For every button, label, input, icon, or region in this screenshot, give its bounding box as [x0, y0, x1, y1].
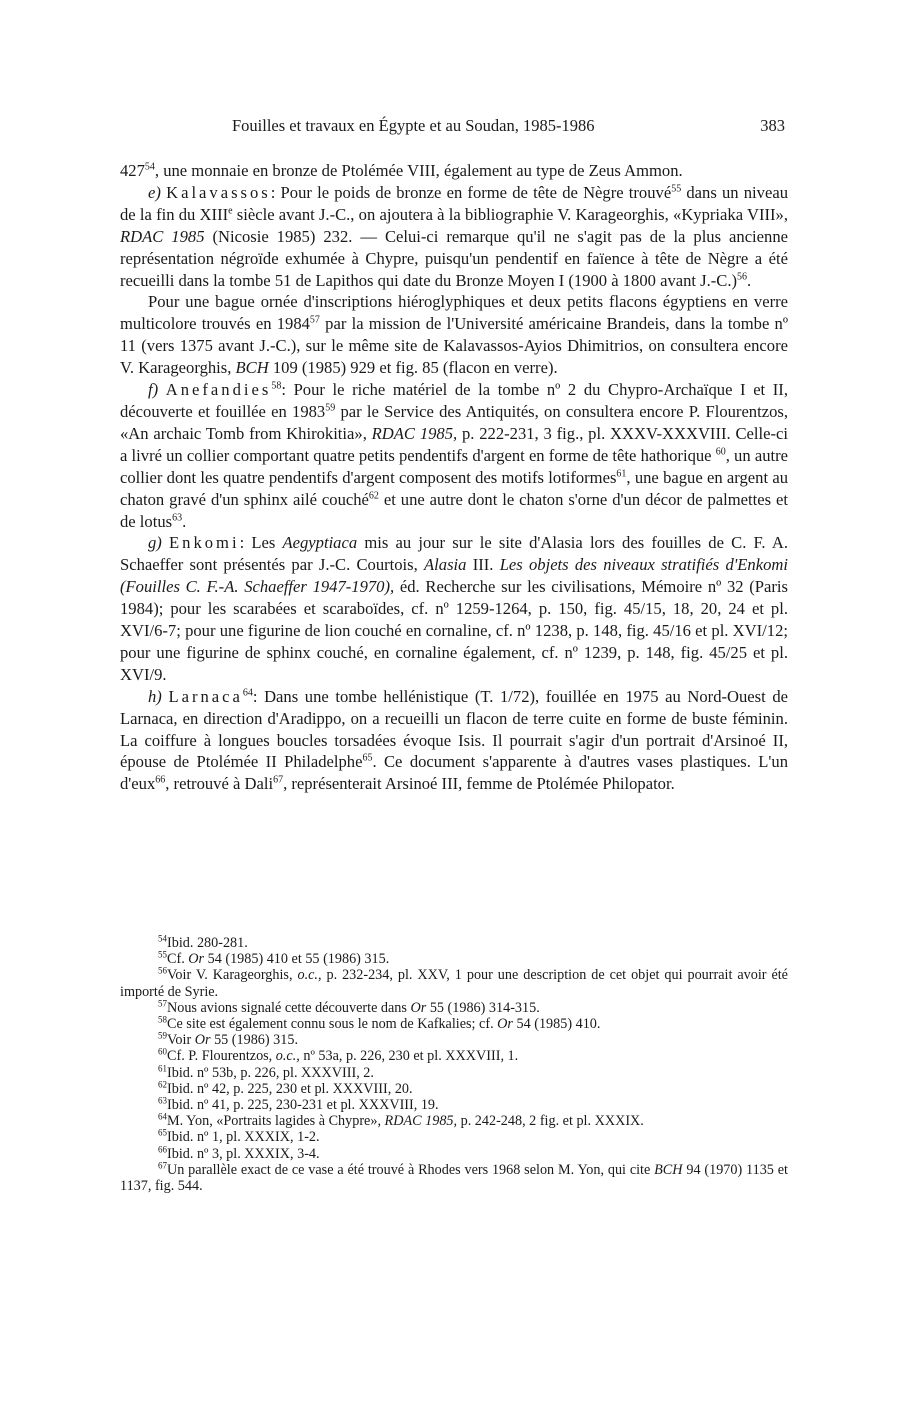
- footnote-number: 65: [158, 1127, 167, 1138]
- text: nº 53a, p. 226, 230 et pl. XXXVIII, 1.: [299, 1048, 519, 1065]
- text: : Pour le riche matériel de la tombe nº 2 du Chypro-Archaïque I et II, découverte et fouillée en 1983: [120, 380, 788, 421]
- footnote: [120, 1000, 788, 1016]
- footnote: [120, 1129, 788, 1145]
- italic-text: BCH: [235, 358, 269, 378]
- text: M. Yon, «Portraits lagides à Chypre»,: [167, 1113, 385, 1130]
- text: 54 (1985) 410.: [512, 1016, 601, 1033]
- footnote-ref: 66: [155, 774, 166, 786]
- section-label: e): [148, 182, 161, 202]
- footnote-ref: 63: [172, 511, 183, 523]
- footnote-number: 58: [158, 1014, 167, 1025]
- paragraph-kalavassos: [120, 182, 788, 292]
- paragraph-anefandies: [120, 379, 788, 532]
- footnote-number: 56: [158, 965, 167, 976]
- italic-text: RDAC 1985,: [384, 1113, 458, 1130]
- footnote-ref: 67: [273, 774, 284, 786]
- footnote: [120, 1113, 788, 1129]
- site-name: Kalavassos: [166, 182, 271, 202]
- text: Ibid. nº 3, pl. XXXIX, 3-4.: [167, 1145, 320, 1162]
- text: : Pour le poids de bronze en forme de tête de Nègre trouvé: [270, 182, 672, 202]
- text: , une bague en argent au chaton gravé d'un sphinx ailé couché: [120, 467, 788, 509]
- italic-text: Les objets des niveaux stratifiés d'Enkomi (Fouilles C. F.-A. Schaeffer 1947-1970),: [120, 555, 788, 597]
- text: 94 (1970) 1135 et 1137, fig. 544.: [120, 1161, 788, 1195]
- footnote: [120, 1143, 788, 1162]
- italic-text: Or: [410, 999, 427, 1016]
- text: p. 242-248, 2 fig. et pl. XXXIX.: [457, 1113, 644, 1130]
- text: Voir V. Karageorghis,: [167, 967, 298, 984]
- text: et une autre dont le chaton s'orne d'un décor de palmettes et de lotus: [120, 489, 788, 531]
- text: (Nicosie 1985) 232. — Celui-ci remarque qu'il ne s'agit pas de la plus ancienne représentation négroïde exhumée à Chypre, puisqu'un pendentif en faïence à tête de Nègre a été recueilli dans la tombe 51 de Lapithos qui date du Bronze Moyen I (1900 à 1800 avant J.-C.): [120, 226, 788, 290]
- footnote-ref: 64: [242, 687, 253, 699]
- footnote-ref: 58: [271, 380, 282, 392]
- italic-text: Alasia: [424, 555, 467, 575]
- italic-text: RDAC 1985,: [371, 423, 458, 443]
- text: Ibid. nº 53b, p. 226, pl. XXXVIII, 2.: [167, 1064, 374, 1081]
- running-header: [120, 116, 788, 138]
- footnote-ref: 59: [325, 402, 336, 414]
- footnote: [120, 1097, 788, 1113]
- paragraph-zeus-ammon: [120, 160, 788, 182]
- italic-text: Or: [497, 1016, 513, 1033]
- text: : Les: [239, 533, 283, 553]
- italic-text: Or: [188, 951, 205, 968]
- text: p. 232-234, pl. XXV, 1 pour une description de cet objet qui pourrait avoir été importé de Syrie.: [120, 967, 788, 1000]
- section-label: f): [148, 380, 159, 400]
- text: : Dans une tombe hellénistique (T. 1/72), fouillée en 1975 au Nord-Ouest de Larnaca, en direction d'Aradippo, on a recueilli un flacon de terre cuite en forme de buste féminin. La coiffure à longues boucles torsadées évoque Isis. Il pourrait s'agir d'un portrait d'Arsinoé II, épouse de Ptolémée II Philadelphe: [120, 686, 788, 772]
- footnote-ref: 55: [671, 183, 682, 195]
- text: Ibid. nº 1, pl. XXXIX, 1-2.: [167, 1129, 320, 1146]
- main-text: [120, 160, 788, 795]
- text: Cf. P. Flourentzos,: [167, 1048, 276, 1065]
- text: 109 (1985) 929 et fig. 85 (flacon en verre).: [268, 358, 558, 378]
- text: , un autre collier dont les quatre pendentifs d'argent composent des motifs lotiformes: [120, 445, 788, 487]
- section-label: g): [148, 533, 162, 553]
- text: , une monnaie en bronze de Ptolémée VIII, également au type de Zeus Ammon.: [154, 161, 683, 180]
- site-name: Enkomi: [169, 533, 240, 553]
- paragraph-larnaca: [120, 686, 788, 796]
- footnote: [120, 967, 788, 999]
- italic-text: Or: [194, 1032, 211, 1049]
- footnote: [120, 1081, 788, 1097]
- text: , retrouvé à Dali: [165, 774, 274, 794]
- superscript: e: [228, 205, 233, 217]
- text: Nous avions signalé cette découverte dans: [167, 999, 411, 1016]
- footnote-ref: 62: [368, 490, 379, 502]
- footnote-number: 61: [158, 1062, 167, 1073]
- text: .: [182, 511, 187, 531]
- text: Ibid. nº 41, p. 225, 230-231 et pl. XXXVIII, 19.: [167, 1097, 439, 1114]
- footnote-number: 54: [158, 933, 167, 944]
- text: 427: [120, 161, 145, 180]
- footnote-number: 57: [158, 998, 167, 1009]
- text: 54 (1985) 410 et 55 (1986) 315.: [204, 951, 390, 968]
- text: dans un niveau de la fin du XIII: [120, 182, 788, 224]
- footnote-number: 62: [158, 1079, 167, 1090]
- footnote-number: 59: [158, 1030, 167, 1041]
- footnote-number: 60: [158, 1046, 167, 1057]
- footnotes: [120, 935, 788, 1194]
- italic-text: Aegyptiaca: [282, 533, 358, 553]
- text: Un parallèle exact de ce vase a été trouvé à Rhodes vers 1968 selon M. Yon, qui cite: [167, 1161, 655, 1178]
- text: III.: [466, 555, 500, 575]
- footnote: [120, 1162, 788, 1194]
- text: par la mission de l'Université américaine Brandeis, dans la tombe nº 11 (vers 1375 avant J.-C.), sur le même site de Kalavassos-Ayios Dhimitrios, on consultera encore V. Karageorghis,: [120, 314, 788, 378]
- text: Pour une bague ornée d'inscriptions hiéroglyphiques et deux petits flacons égyptiens en verre multicolore trouvés en 1984: [120, 292, 788, 334]
- footnote-ref: 60: [715, 446, 726, 458]
- footnote-ref: 57: [309, 314, 320, 326]
- text: 55 (1986) 315.: [210, 1032, 298, 1049]
- footnote: [120, 1032, 788, 1048]
- italic-text: o.c.,: [297, 967, 322, 984]
- footnote-ref: 61: [616, 468, 627, 480]
- text: siècle avant J.-C., on ajoutera à la bibliographie V. Karageorghis, «Kypriaka VIII»,: [232, 204, 788, 224]
- footnote-number: 63: [158, 1095, 167, 1106]
- text: Ce site est également connu sous le nom de Kafkalies; cf.: [167, 1016, 498, 1033]
- text: p. 222-231, 3 fig., pl. XXXV-XXXVIII. Celle-ci a livré un collier comportant quatre petits pendentifs d'argent en forme de tête hathorique: [120, 423, 788, 465]
- text: . Ce document s'apparente à d'autres vases plastiques. L'un d'eux: [120, 752, 788, 794]
- italic-text: BCH: [654, 1161, 683, 1178]
- text: mis au jour sur le site d'Alasia lors des fouilles de C. F. A. Schaeffer sont présentés par J.-C. Courtois,: [120, 533, 788, 575]
- footnote-ref: 65: [362, 752, 373, 764]
- text: .: [747, 270, 752, 290]
- text: , représenterait Arsinoé III, femme de Ptolémée Philopator.: [283, 774, 675, 794]
- running-title: Fouilles et travaux en Égypte et au Soudan, 1985-1986: [232, 116, 595, 135]
- footnote-number: 67: [158, 1160, 167, 1171]
- footnote: [120, 1048, 788, 1064]
- footnote-number: 64: [158, 1111, 167, 1122]
- text: par le Service des Antiquités, on consultera encore P. Flourentzos, «An archaic Tomb from Khirokitia»,: [120, 401, 788, 443]
- footnote-number: 55: [158, 949, 167, 960]
- text: 55 (1986) 314-315.: [426, 999, 540, 1016]
- italic-text: RDAC 1985: [120, 226, 205, 246]
- text: éd. Recherche sur les civilisations, Mémoire nº 32 (Paris 1984); pour les scarabées et scaraboïdes, cf. nº 1259-1264, p. 150, fig. 45/15, 18, 20, 24 et pl. XVI/6-7; pour une figurine de lion couché en cornaline, cf. nº 1238, p. 148, fig. 45/16 et pl. XVI/12; pour une figurine de sphinx couché, en cornaline également, cf. nº 1239, p. 148, fig. 45/25 et pl. XVI/9.: [120, 577, 788, 684]
- paragraph-enkomi: [120, 532, 788, 685]
- text: Voir: [167, 1032, 195, 1049]
- italic-text: o.c.,: [275, 1048, 300, 1065]
- site-name: Anefandies: [165, 380, 272, 400]
- footnote: [120, 1062, 788, 1081]
- text: Ibid. 280-281.: [167, 935, 248, 951]
- footnote-number: 66: [158, 1143, 167, 1154]
- paragraph-bague: [120, 291, 788, 379]
- text: Cf.: [167, 951, 189, 968]
- section-label: h): [148, 686, 162, 706]
- footnote-ref: 56: [737, 271, 748, 282]
- site-name: Larnaca: [168, 686, 243, 706]
- footnote: [120, 935, 788, 951]
- page-number: 383: [760, 116, 785, 135]
- footnote-ref: 54: [144, 161, 155, 173]
- footnote: [120, 1016, 788, 1032]
- text: Ibid. nº 42, p. 225, 230 et pl. XXXVIII, 20.: [167, 1080, 413, 1097]
- footnote: [120, 951, 788, 967]
